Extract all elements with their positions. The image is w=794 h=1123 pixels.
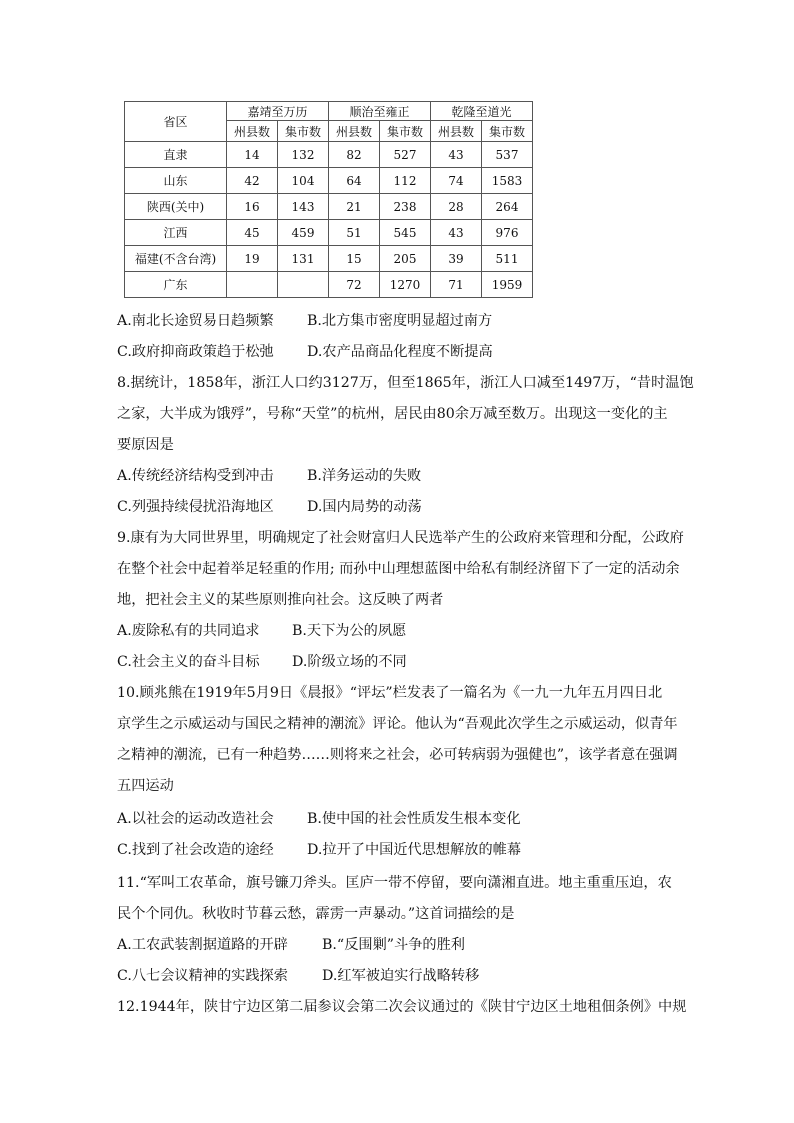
table-row	[125, 194, 533, 220]
q9-option-row	[117, 652, 407, 672]
table-cell: 71	[431, 272, 482, 298]
option-b[interactable]: B.“反围剿”斗争的胜利	[322, 937, 465, 953]
table-row	[125, 220, 533, 246]
q8-stem-line: 之家，大半成为饿殍”，号称“天堂”的杭州，居民由80余万减至数万。出现这一变化的主	[117, 406, 668, 422]
header-period: 乾隆至道光	[431, 102, 533, 121]
table-cell: 511	[482, 246, 533, 272]
table-cell: 21	[329, 194, 380, 220]
q8-option-row	[117, 466, 421, 486]
q10-option-row	[117, 840, 521, 860]
row-province: 山东	[125, 168, 227, 194]
q9-stem-line: 9.康有为大同世界里，明确规定了社会财富归人民选举产生的公政府来管理和分配，公政府	[117, 530, 684, 546]
option-c[interactable]: C.八七会议精神的实践探索	[117, 968, 288, 984]
table-cell	[227, 272, 278, 298]
table-cell: 104	[278, 168, 329, 194]
table-cell: 82	[329, 142, 380, 168]
q7-option-row	[117, 311, 492, 331]
option-c[interactable]: C.找到了社会改造的途经	[117, 842, 274, 858]
table-cell: 45	[227, 220, 278, 246]
q11-stem-line: 11.“军叫工农革命，旗号镰刀斧头。匡庐一带不停留，要向潇湘直进。地主重重压迫，农	[117, 875, 672, 891]
table-cell: 1270	[380, 272, 431, 298]
table-cell: 51	[329, 220, 380, 246]
option-a[interactable]: A.传统经济结构受到冲击	[117, 468, 274, 484]
table-cell: 1583	[482, 168, 533, 194]
market-statistics-table	[124, 101, 533, 298]
option-b[interactable]: B.北方集市密度明显超过南方	[307, 313, 493, 329]
option-a[interactable]: A.废除私有的共同追求	[117, 623, 260, 639]
header-period: 顺治至雍正	[329, 102, 431, 121]
option-a[interactable]: A.工农武装割据道路的开辟	[117, 937, 288, 953]
table-row	[125, 168, 533, 194]
header-province: 省区	[125, 102, 227, 142]
row-province: 直隶	[125, 142, 227, 168]
option-a[interactable]: A.以社会的运动改造社会	[117, 811, 274, 827]
option-d[interactable]: D.农产品商品化程度不断提高	[307, 344, 493, 360]
row-province: 江西	[125, 220, 227, 246]
table-row	[125, 142, 533, 168]
table-cell: 537	[482, 142, 533, 168]
table-cell: 143	[278, 194, 329, 220]
header-period: 嘉靖至万历	[227, 102, 329, 121]
option-d[interactable]: D.红军被迫实行战略转移	[322, 968, 480, 984]
option-c[interactable]: C.列强持续侵扰沿海地区	[117, 499, 274, 515]
table-cell: 19	[227, 246, 278, 272]
row-province: 陕西(关中)	[125, 194, 227, 220]
table-cell: 15	[329, 246, 380, 272]
table-row	[125, 272, 533, 298]
option-b[interactable]: B.天下为公的夙愿	[292, 623, 407, 639]
table-row	[125, 246, 533, 272]
table-cell: 1959	[482, 272, 533, 298]
table-cell: 16	[227, 194, 278, 220]
option-c[interactable]: C.政府抑商政策趋于松弛	[117, 344, 274, 360]
option-c[interactable]: C.社会主义的奋斗目标	[117, 654, 260, 670]
q10-stem-line: 之精神的潮流，已有一种趋势……则将来之社会，必可转病弱为强健也”，该学者意在强调	[117, 747, 678, 763]
row-province: 福建(不含台湾)	[125, 246, 227, 272]
table-cell: 112	[380, 168, 431, 194]
q8-stem-line: 8.据统计，1858年，浙江人口约3127万，但至1865年，浙江人口减至1497万，“昔时温饱	[117, 375, 694, 391]
table-cell: 43	[431, 220, 482, 246]
subheader-cell: 集市数	[278, 121, 329, 142]
option-b[interactable]: B.洋务运动的失败	[307, 468, 422, 484]
q11-option-row	[117, 966, 479, 986]
table-cell: 545	[380, 220, 431, 246]
table-cell: 131	[278, 246, 329, 272]
table-cell: 28	[431, 194, 482, 220]
option-a[interactable]: A.南北长途贸易日趋频繁	[117, 313, 274, 329]
q10-stem-line: 京学生之示威运动与国民之精神的潮流》评论。他认为“吾观此次学生之示威运动，似青年	[117, 716, 678, 732]
q8-option-row	[117, 497, 422, 517]
subheader-cell: 集市数	[380, 121, 431, 142]
table-cell: 976	[482, 220, 533, 246]
q11-stem-line: 民个个同仇。秋收时节暮云愁，霹雳一声暴动。”这首词描绘的是	[117, 906, 515, 922]
table-cell: 74	[431, 168, 482, 194]
table-cell: 14	[227, 142, 278, 168]
q9-stem-line: 在整个社会中起着举足轻重的作用; 而孙中山理想蓝图中给私有制经济留下了一定的活动余	[117, 561, 680, 577]
q10-option-row	[117, 809, 521, 829]
q12-stem-line: 12.1944年，陕甘宁边区第二届参议会第二次会议通过的《陕甘宁边区土地租佃条例》中规	[117, 999, 687, 1015]
q10-stem-line: 10.顾兆熊在1919年5月9日《晨报》“评坛”栏发表了一篇名为《一九一九年五月四日北	[117, 685, 663, 701]
q10-stem-line: 五四运动	[117, 778, 174, 794]
table-cell: 64	[329, 168, 380, 194]
q11-option-row	[117, 935, 465, 955]
table-cell: 42	[227, 168, 278, 194]
option-b[interactable]: B.使中国的社会性质发生根本变化	[307, 811, 521, 827]
row-province: 广东	[125, 272, 227, 298]
table-cell: 527	[380, 142, 431, 168]
table-cell: 205	[380, 246, 431, 272]
q7-option-row	[117, 342, 493, 362]
q9-option-row	[117, 621, 406, 641]
subheader-cell: 州县数	[329, 121, 380, 142]
table-cell: 43	[431, 142, 482, 168]
option-d[interactable]: D.拉开了中国近代思想解放的帷幕	[307, 842, 522, 858]
q9-stem-line: 地，把社会主义的某些原则推向社会。这反映了两者	[117, 592, 444, 608]
option-d[interactable]: D.阶级立场的不同	[292, 654, 407, 670]
table-cell: 39	[431, 246, 482, 272]
table-cell: 264	[482, 194, 533, 220]
subheader-cell: 州县数	[431, 121, 482, 142]
table-cell: 72	[329, 272, 380, 298]
table-cell: 238	[380, 194, 431, 220]
table-cell: 459	[278, 220, 329, 246]
q8-stem-line: 要原因是	[117, 437, 174, 453]
subheader-cell: 集市数	[482, 121, 533, 142]
table-cell: 132	[278, 142, 329, 168]
option-d[interactable]: D.国内局势的动荡	[307, 499, 422, 515]
subheader-cell: 州县数	[227, 121, 278, 142]
table-cell	[278, 272, 329, 298]
